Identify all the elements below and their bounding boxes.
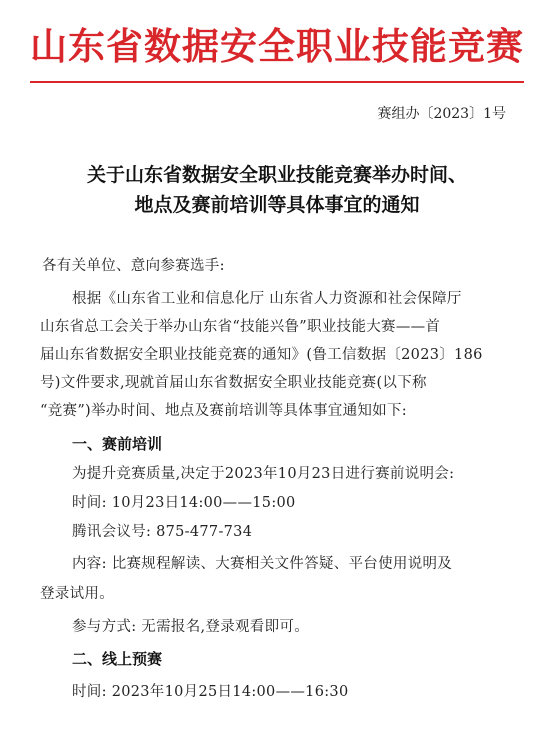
section-1-line: 内容: 比赛规程解读、大赛相关文件答疑、平台使用说明及 bbox=[72, 556, 453, 572]
salutation: 各有关单位、意向参赛选手: bbox=[42, 258, 225, 274]
document-header-title: 山东省数据安全职业技能竞赛 bbox=[30, 25, 524, 68]
header-red-rule bbox=[30, 81, 524, 83]
intro-line: 根据《山东省工业和信息化厅 山东省人力资源和社会保障厅 bbox=[72, 291, 462, 307]
notice-title-line-2: 地点及赛前培训等具体事宜的通知 bbox=[134, 194, 420, 216]
section-2-line: 时间: 2023年10月25日14:00——16:30 bbox=[72, 684, 349, 700]
notice-title-line-1: 关于山东省数据安全职业技能竞赛举办时间、 bbox=[86, 164, 467, 186]
intro-line: 号)文件要求,现就首届山东省数据安全职业技能竞赛(以下称 bbox=[40, 375, 427, 391]
intro-line: 届山东省数据安全职业技能竞赛的通知》(鲁工信数据〔2023〕186 bbox=[40, 347, 483, 363]
intro-line: “竞赛”)举办时间、地点及赛前培训等具体事宜通知如下: bbox=[40, 403, 407, 419]
section-1-line: 为提升竞赛质量,决定于2023年10月23日进行赛前说明会: bbox=[72, 466, 455, 482]
section-1-line: 时间: 10月23日14:00——15:00 bbox=[72, 495, 296, 511]
section-1-line: 参与方式: 无需报名,登录观看即可。 bbox=[72, 619, 310, 635]
document-number: 赛组办〔2023〕1号 bbox=[377, 106, 506, 122]
intro-line: 山东省总工会关于举办山东省“技能兴鲁”职业技能大赛——首 bbox=[40, 319, 441, 335]
section-heading-pre-training: 一、赛前培训 bbox=[72, 435, 163, 453]
section-heading-online-preliminary: 二、线上预赛 bbox=[72, 650, 163, 668]
section-1-line: 登录试用。 bbox=[40, 586, 114, 602]
section-1-line: 腾讯会议号: 875-477-734 bbox=[72, 524, 253, 540]
